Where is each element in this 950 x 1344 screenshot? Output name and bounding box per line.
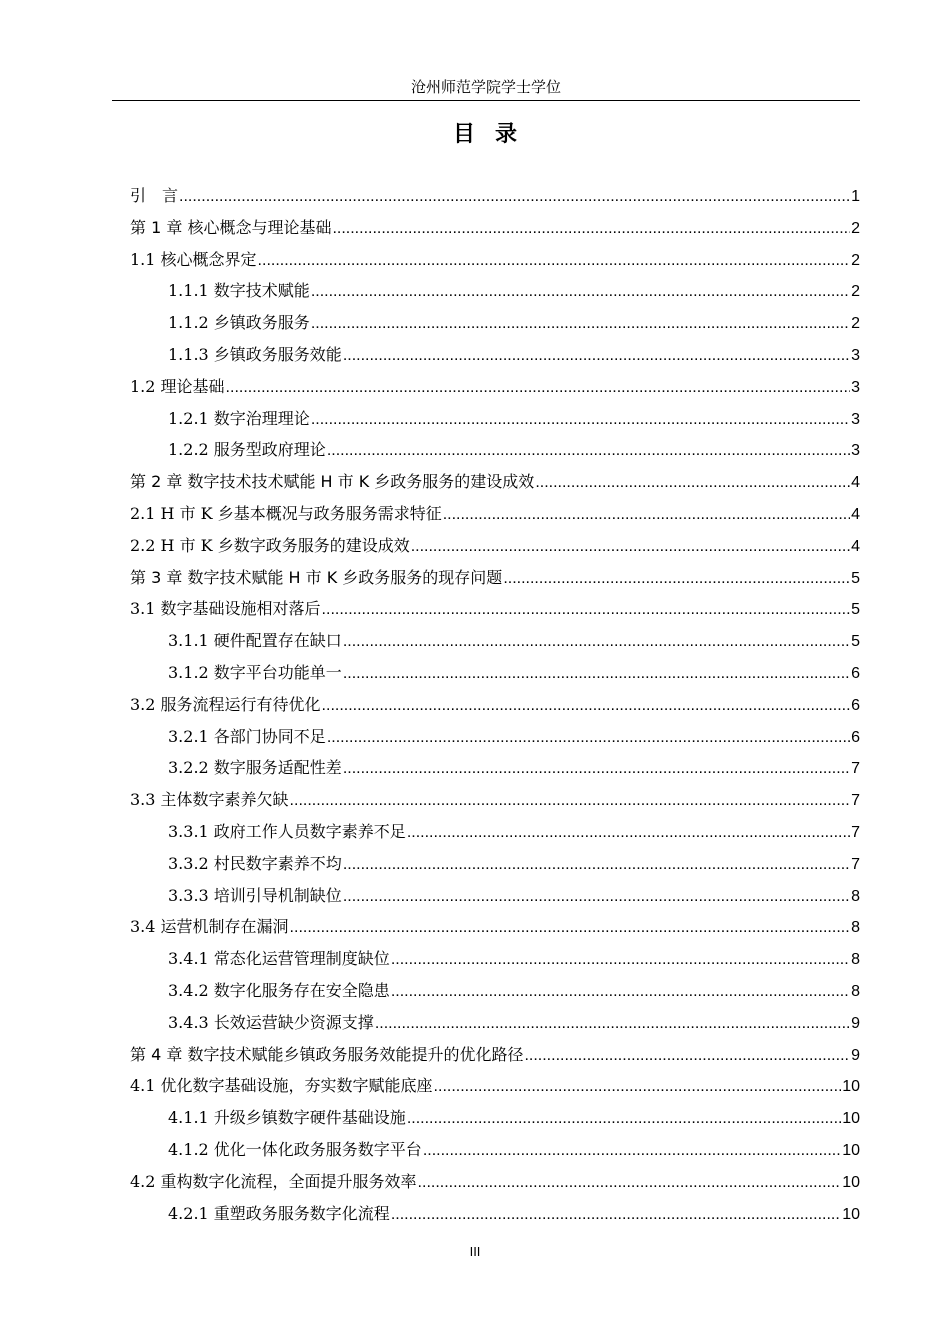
toc-entry-page: 8 [851, 951, 860, 969]
toc-entry-label: 3.2 服务流程运行有待优化 [130, 694, 321, 714]
toc-entry-label: 1.1 核心概念界定 [130, 249, 257, 269]
toc-entry-label: 第 1 章 核心概念与理论基础 [130, 217, 332, 237]
toc-leader-dots [343, 658, 850, 690]
toc-entry-page: 7 [851, 823, 860, 841]
toc-leader-dots [343, 881, 850, 913]
toc-entry[interactable] [130, 1134, 860, 1166]
toc-entry-page: 4 [851, 537, 860, 555]
toc-leader-dots [391, 1199, 841, 1231]
toc-leader-dots [407, 817, 850, 849]
toc-entry-label: 1.1.1 数字技术赋能 [168, 281, 310, 301]
toc-entry-page: 10 [842, 1141, 860, 1159]
toc-entry[interactable] [130, 593, 860, 625]
toc-leader-dots [327, 435, 850, 467]
toc-leader-dots [535, 467, 850, 499]
toc-entry-label: 第 2 章 数字技术技术赋能 H 市 K 乡政务服务的建设成效 [130, 472, 535, 492]
toc-leader-dots [332, 213, 850, 245]
toc-entry-page: 4 [851, 505, 860, 523]
toc-entry-label: 4.2 重构数字化流程，全面提升服务效率 [130, 1171, 417, 1191]
toc-entry-label: 第 3 章 数字技术赋能 H 市 K 乡政务服务的现存问题 [130, 567, 503, 587]
toc-entry-page: 10 [842, 1173, 860, 1191]
toc-entry-page: 8 [851, 887, 860, 905]
toc-entry-page: 6 [851, 728, 860, 746]
toc-entry[interactable] [130, 880, 860, 912]
toc-entry-page: 3 [851, 346, 860, 364]
toc-entry-page: 9 [851, 1014, 860, 1032]
toc-entry-label: 1.2.2 服务型政府理论 [168, 440, 326, 460]
toc-entry-page: 3 [851, 442, 860, 460]
toc-entry[interactable] [130, 784, 860, 816]
toc-entry[interactable] [130, 975, 860, 1007]
toc-leader-dots [179, 181, 850, 213]
toc-entry[interactable] [130, 434, 860, 466]
toc-entry[interactable] [130, 1198, 860, 1230]
toc-entry-label: 3.3.1 政府工作人员数字素养不足 [168, 821, 406, 841]
toc-entry[interactable] [130, 339, 860, 371]
toc-entry[interactable] [130, 466, 860, 498]
toc-leader-dots [327, 722, 850, 754]
toc-entry-page: 6 [851, 696, 860, 714]
toc-leader-dots [503, 563, 850, 595]
toc-entry[interactable] [130, 275, 860, 307]
toc-entry-page: 5 [851, 601, 860, 619]
toc-leader-dots [375, 1008, 850, 1040]
toc-leader-dots [226, 372, 851, 404]
toc-entry-label: 3.1.2 数字平台功能单一 [168, 662, 342, 682]
toc-entry-page: 6 [851, 664, 860, 682]
toc-entry-label: 3.3.2 村民数字素养不均 [168, 853, 342, 873]
toc-entry[interactable] [130, 625, 860, 657]
toc-entry-label: 4.1 优化数字基础设施，夯实数字赋能底座 [130, 1076, 433, 1096]
toc-entry-label: 3.4.1 常态化运营管理制度缺位 [168, 949, 390, 969]
toc-entry[interactable] [130, 371, 860, 403]
toc-entry-label: 1.2 理论基础 [130, 376, 225, 396]
page-title: 目录 [452, 122, 537, 147]
toc-leader-dots [258, 245, 851, 277]
toc-leader-dots [343, 753, 850, 785]
toc-entry-page: 2 [851, 315, 860, 333]
toc-entry-label: 3.3 主体数字素养欠缺 [130, 790, 289, 810]
toc-leader-dots [311, 404, 850, 436]
toc-entry-label: 3.4.2 数字化服务存在安全隐患 [168, 980, 390, 1000]
toc-entry[interactable] [130, 943, 860, 975]
toc-entry-page: 1 [851, 188, 860, 205]
toc-entry-page: 2 [851, 219, 860, 237]
toc-leader-dots [322, 594, 851, 626]
toc-entry-label: 4.2.1 重塑政务服务数字化流程 [168, 1203, 390, 1223]
toc-leader-dots [322, 690, 851, 722]
toc-entry-page: 5 [851, 569, 860, 587]
toc-entry-label: 3.4 运营机制存在漏洞 [130, 917, 289, 937]
toc-leader-dots [391, 976, 850, 1008]
toc-entry[interactable] [130, 403, 860, 435]
toc-leader-dots [423, 1135, 841, 1167]
toc-leader-dots [524, 1040, 850, 1072]
toc-entry-label: 1.1.3 乡镇政务服务效能 [168, 344, 342, 364]
toc-leader-dots [407, 1103, 841, 1135]
page-number: III [469, 1244, 481, 1259]
toc-entry-page: 9 [851, 1046, 860, 1064]
toc-entry[interactable] [130, 721, 860, 753]
toc-entry-page: 7 [851, 760, 860, 778]
toc-entry-page: 2 [851, 283, 860, 301]
toc-entry[interactable] [130, 1070, 860, 1102]
toc-entry-page: 7 [851, 792, 860, 810]
toc-entry[interactable] [130, 498, 860, 530]
toc-entry[interactable] [130, 816, 860, 848]
toc-leader-dots [311, 276, 850, 308]
toc-entry-label: 1.2.1 数字治理理论 [168, 408, 310, 428]
toc-entry-label: 3.1.1 硬件配置存在缺口 [168, 631, 342, 651]
toc-entry[interactable] [130, 307, 860, 339]
toc-entry-page: 4 [851, 474, 860, 492]
toc-entry-page: 5 [851, 633, 860, 651]
toc-entry[interactable] [130, 180, 860, 212]
toc-entry-label: 4.1.2 优化一体化政务服务数字平台 [168, 1139, 422, 1159]
toc-entry-label: 2.1 H 市 K 乡基本概况与政务服务需求特征 [130, 503, 442, 523]
toc-entry[interactable] [130, 530, 860, 562]
toc-leader-dots [290, 785, 851, 817]
toc-entry[interactable] [130, 848, 860, 880]
toc-entry-label: 3.3.3 培训引导机制缺位 [168, 885, 342, 905]
toc-entry-label: 2.2 H 市 K 乡数字政务服务的建设成效 [130, 535, 410, 555]
toc-entry-label: 3.2.2 数字服务适配性差 [168, 758, 342, 778]
toc-entry[interactable] [130, 1166, 860, 1198]
toc-entry[interactable] [130, 212, 860, 244]
toc-entry-label: 第 4 章 数字技术赋能乡镇政务服务效能提升的优化路径 [130, 1044, 524, 1064]
running-header: 沧州师范学院学士学位 [112, 78, 860, 101]
toc-entry-page: 2 [851, 251, 860, 269]
toc-entry[interactable] [130, 1007, 860, 1039]
toc-entry-label: 3.2.1 各部门协同不足 [168, 726, 326, 746]
toc-leader-dots [343, 340, 850, 372]
toc-entry-label: 1.1.2 乡镇政务服务 [168, 313, 310, 333]
toc-entry-page: 7 [851, 855, 860, 873]
toc-leader-dots [290, 912, 851, 944]
toc-leader-dots [434, 1071, 842, 1103]
toc-entry-page: 8 [851, 919, 860, 937]
toc-entry-label: 4.1.1 升级乡镇数字硬件基础设施 [168, 1108, 406, 1128]
toc-leader-dots [391, 944, 850, 976]
toc-entry-page: 3 [851, 378, 860, 396]
toc-entry[interactable] [130, 689, 860, 721]
table-of-contents [130, 180, 860, 1229]
toc-leader-dots [311, 308, 850, 340]
toc-entry-page: 10 [842, 1205, 860, 1223]
toc-entry[interactable] [130, 752, 860, 784]
toc-entry[interactable] [130, 657, 860, 689]
toc-entry-label: 3.4.3 长效运营缺少资源支撑 [168, 1012, 374, 1032]
toc-leader-dots [443, 499, 850, 531]
toc-entry-page: 10 [842, 1110, 860, 1128]
toc-leader-dots [343, 849, 850, 881]
toc-entry-page: 8 [851, 982, 860, 1000]
toc-entry-label: 引 言 [130, 186, 179, 205]
toc-entry-page: 10 [842, 1078, 860, 1096]
toc-leader-dots [343, 626, 850, 658]
toc-entry[interactable] [130, 911, 860, 943]
toc-leader-dots [418, 1167, 842, 1199]
toc-entry[interactable] [130, 244, 860, 276]
toc-entry-page: 3 [851, 410, 860, 428]
toc-leader-dots [411, 531, 850, 563]
toc-entry[interactable] [130, 1102, 860, 1134]
toc-entry[interactable] [130, 562, 860, 594]
toc-entry[interactable] [130, 1039, 860, 1071]
toc-entry-label: 3.1 数字基础设施相对落后 [130, 599, 321, 619]
